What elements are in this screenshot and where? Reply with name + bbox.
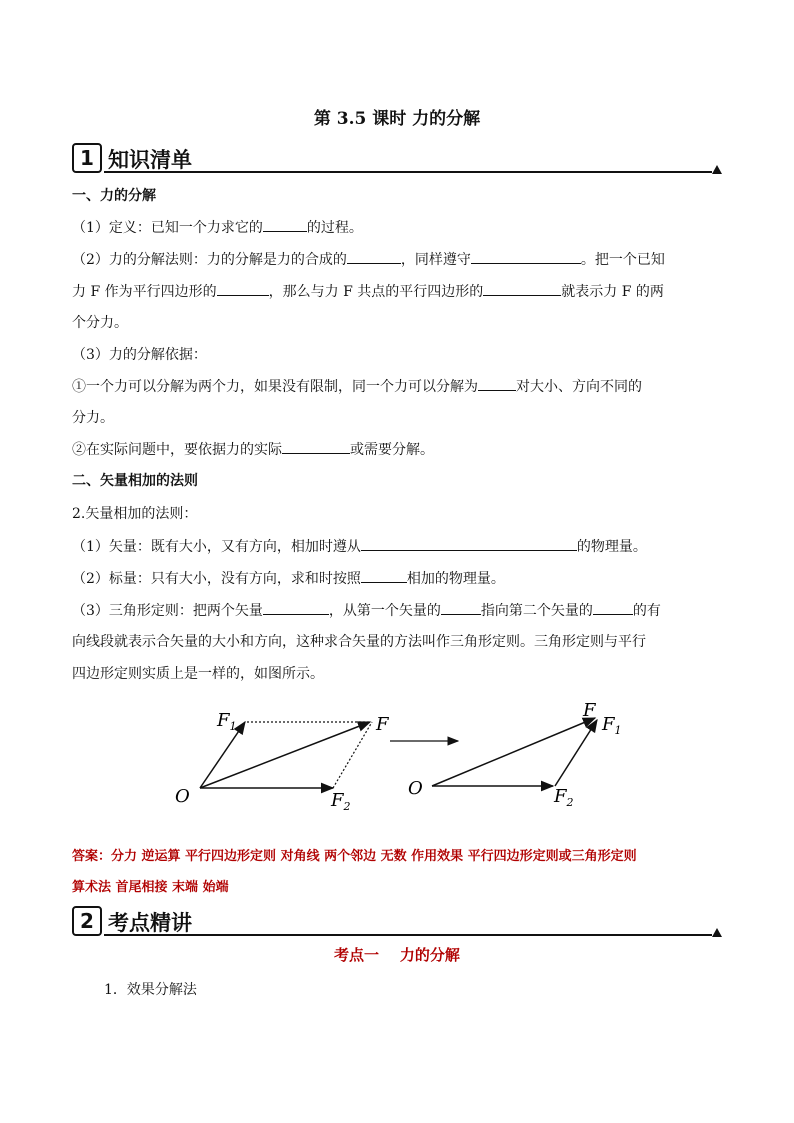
blank[interactable]	[347, 249, 401, 264]
paragraph-basis-1-cont: 分力。	[72, 410, 114, 426]
blank[interactable]	[361, 568, 407, 583]
paragraph-vector: （1）矢量：既有大小，又有方向，相加时遵从 的物理量。	[72, 536, 724, 557]
item-effect-method: 1．效果分解法	[104, 982, 197, 998]
answer-line-1: 答案：分力 逆运算 平行四边形定则 对角线 两个邻边 无数 作用效果 平行四边形定则或三角形定则	[72, 849, 637, 864]
label-f1: $F_1$	[217, 710, 237, 733]
blank[interactable]	[263, 600, 329, 615]
paragraph-triangle-rule: （3）三角形定则：把两个矢量 ，从第一个矢量的 指向第二个矢量的 的有	[72, 600, 724, 621]
triangle-diagram	[408, 700, 622, 809]
paragraph-basis: （3）力的分解依据：	[72, 347, 207, 363]
paragraph-basis-1: ①一个力可以分解为两个力，如果没有限制，同一个力可以分解为 对大小、方向不同的	[72, 376, 724, 397]
section-number: 2	[72, 906, 102, 936]
paragraph-triangle-rule-end: 四边形定则实质上是一样的，如图所示。	[72, 666, 324, 682]
label-f2: $F_2$	[554, 786, 574, 809]
blank[interactable]	[478, 376, 516, 391]
answer-line-2: 算术法 首尾相接 末端 始端	[72, 880, 229, 895]
parallelogram-diagram	[175, 710, 390, 813]
blank[interactable]	[217, 281, 269, 296]
heading-vector-rule: 二、矢量相加的法则	[72, 473, 198, 489]
paragraph-definition: （1）定义：已知一个力求它的 的过程。	[72, 217, 724, 238]
blank[interactable]	[471, 249, 581, 264]
section-rule	[104, 934, 712, 936]
triangle-icon	[712, 928, 722, 937]
dashed-side-right	[333, 722, 372, 788]
section-number: 1	[72, 143, 102, 173]
section-header-knowledge	[72, 143, 722, 173]
paragraph-rule-end: 个分力。	[72, 315, 128, 331]
exam-point-title: 考点一 力的分解	[334, 946, 460, 964]
section-header-exam-points	[72, 906, 722, 936]
paragraph-triangle-rule-cont: 向线段就表示合矢量的大小和方向，这种求合矢量的方法叫作三角形定则。三角形定则与平行	[72, 634, 646, 650]
label-o: O	[408, 778, 423, 799]
label-f2: $F_2$	[331, 790, 351, 813]
blank[interactable]	[483, 281, 561, 296]
heading-force-decomposition: 一、力的分解	[72, 188, 156, 204]
blank[interactable]	[282, 439, 350, 454]
paragraph-rule-cont: 力 F 作为平行四边形的 ，那么与力 F 共点的平行四边形的 就表示力 F 的两	[72, 281, 724, 302]
vector-f	[432, 718, 595, 786]
page-title: 第 3.5 课时 力的分解	[313, 109, 481, 129]
blank[interactable]	[361, 536, 577, 551]
paragraph-basis-2: ②在实际问题中，要依据力的实际 或需要分解。	[72, 439, 724, 460]
paragraph-vector-rule: 2.矢量相加的法则：	[72, 506, 198, 522]
paragraph-scalar: （2）标量：只有大小，没有方向，求和时按照 相加的物理量。	[72, 568, 724, 589]
blank[interactable]	[263, 217, 307, 232]
label-f: F	[583, 700, 596, 721]
label-f: F	[376, 714, 389, 735]
vector-f1	[200, 722, 245, 788]
blank[interactable]	[441, 600, 481, 615]
vector-f1	[555, 720, 597, 786]
label-f1: $F_1$	[602, 714, 622, 737]
vector-diagram	[165, 698, 635, 818]
section-rule	[104, 171, 712, 173]
triangle-icon	[712, 165, 722, 174]
section-title: 知识清单	[108, 148, 192, 172]
paragraph-rule: （2）力的分解法则：力的分解是力的合成的 ，同样遵守 。把一个已知	[72, 249, 724, 270]
section-title: 考点精讲	[108, 911, 192, 935]
label-o: O	[175, 786, 190, 807]
vector-f	[200, 722, 370, 788]
blank[interactable]	[593, 600, 633, 615]
